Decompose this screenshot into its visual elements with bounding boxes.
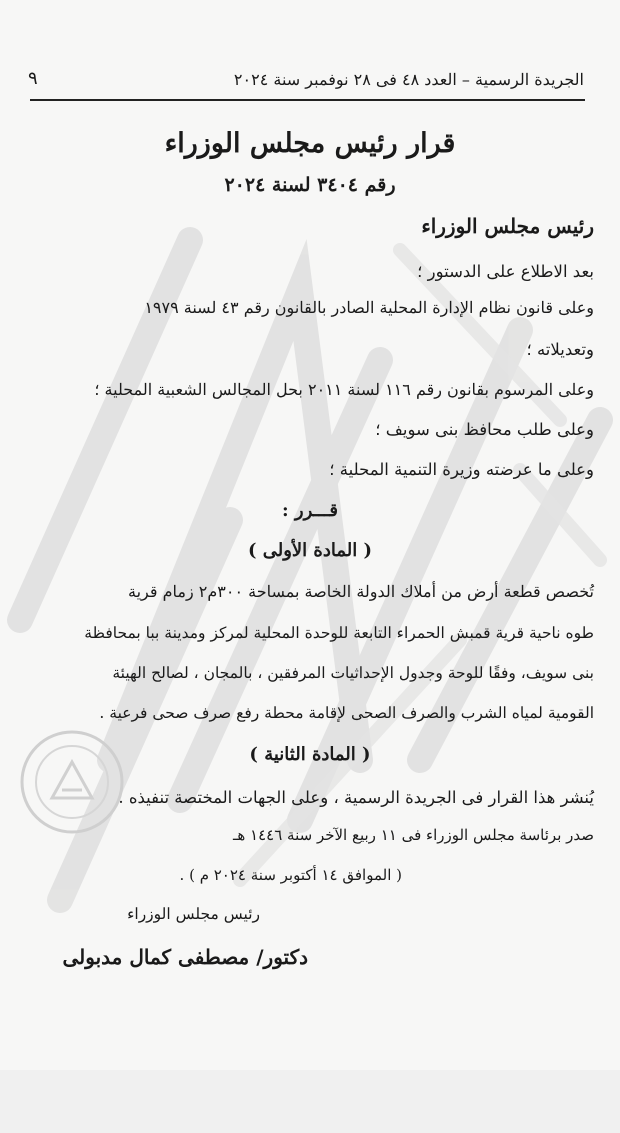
signatory-name: دكتور/ مصطفى كمال مدبولى <box>62 945 308 969</box>
viewer-background <box>0 1070 620 1133</box>
signature-title: رئيس مجلس الوزراء <box>127 905 260 923</box>
gazette-header <box>28 66 584 96</box>
decree-number: رقم ٣٤٠٤ لسنة ٢٠٢٤ <box>224 174 396 196</box>
article-2-line: يُنشر هذا القرار فى الجريدة الرسمية ، وعلى الجهات المختصة تنفيذه . <box>118 788 594 807</box>
article-2-heading: ( المادة الثانية ) <box>249 744 371 765</box>
article-1-line: بنى سويف، وفقًا للوحة وجدول الإحداثيات المرفقين ، بالمجان ، لصالح الهيئة <box>112 664 594 682</box>
issued-date-gregorian: ( الموافق ١٤ أكتوبر سنة ٢٠٢٤ م ) . <box>179 866 402 884</box>
decree-title: قرار رئيس مجلس الوزراء <box>164 128 456 159</box>
preamble-line: وعلى طلب محافظ بنى سويف ؛ <box>375 420 594 439</box>
article-1-line: تُخصص قطعة أرض من أملاك الدولة الخاصة بمساحة ٣٠٠م٢ زمام قرية <box>128 582 594 601</box>
preamble-line: بعد الاطلاع على الدستور ؛ <box>417 262 594 281</box>
issued-date-hijri: صدر برئاسة مجلس الوزراء فى ١١ ربيع الآخر سنة ١٤٤٦ هـ <box>232 826 594 844</box>
preamble-line: وتعديلاته ؛ <box>526 340 594 359</box>
article-1-line: القومية لمياه الشرب والصرف الصحى لإقامة محطة رفع صرف صحى فرعية . <box>99 704 594 722</box>
issuer-heading: رئيس مجلس الوزراء <box>421 214 594 238</box>
preamble-line: وعلى ما عرضته وزيرة التنمية المحلية ؛ <box>329 460 594 479</box>
gazette-issue-title: الجريدة الرسمية – العدد ٤٨ فى ٢٨ نوفمبر سنة ٢٠٢٤ <box>233 70 584 89</box>
article-1-line: طوه ناحية قرية قمبش الحمراء التابعة للوحدة المحلية لمركز ومدينة ببا بمحافظة <box>84 624 594 642</box>
page-number: ٩ <box>28 68 38 89</box>
preamble-line: وعلى المرسوم بقانون رقم ١١٦ لسنة ٢٠١١ بحل المجالس الشعبية المحلية ؛ <box>94 380 594 399</box>
preamble-line: وعلى قانون نظام الإدارة المحلية الصادر بالقانون رقم ٤٣ لسنة ١٩٧٩ <box>144 298 594 317</box>
decided-heading: قـــرر : <box>282 500 338 521</box>
article-1-heading: ( المادة الأولى ) <box>247 540 373 561</box>
header-divider <box>30 99 585 101</box>
